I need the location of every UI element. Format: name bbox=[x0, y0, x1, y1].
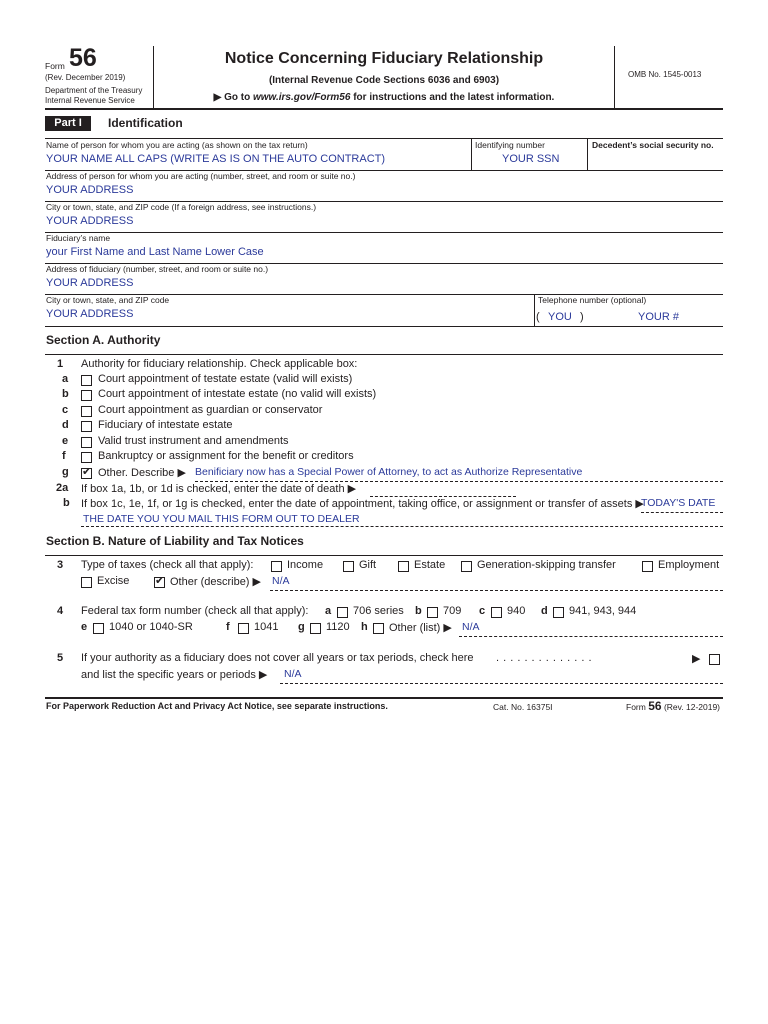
revision-date: (Rev. December 2019) bbox=[45, 73, 126, 82]
form-letter-c: c bbox=[479, 605, 486, 617]
rule bbox=[45, 555, 723, 556]
line-5-number: 5 bbox=[57, 652, 64, 664]
form-word: Form bbox=[45, 61, 65, 71]
form-1040-label: 1040 or 1040-SR bbox=[109, 621, 193, 633]
checkbox-1e[interactable] bbox=[81, 437, 92, 448]
line-3-text: Type of taxes (check all that apply): bbox=[81, 559, 254, 571]
checkbox-form-941[interactable] bbox=[553, 607, 564, 618]
line-5-arrow-icon: ▶ bbox=[692, 653, 701, 665]
checkbox-tax-employment[interactable] bbox=[642, 561, 653, 572]
tax-excise-label: Excise bbox=[97, 575, 130, 587]
item-text: Valid trust instrument and amendments bbox=[98, 435, 289, 447]
footer-form-word: Form bbox=[626, 702, 646, 712]
rule bbox=[45, 232, 723, 233]
check-mark-icon: ✔ bbox=[82, 466, 92, 478]
item-letter: g bbox=[62, 466, 69, 478]
checkbox-form-1041[interactable] bbox=[238, 623, 249, 634]
tax-estate-label: Estate bbox=[414, 559, 446, 571]
item-text: Bankruptcy or assignment for the benefit or creditors bbox=[98, 450, 354, 462]
instructions-link-line bbox=[153, 92, 615, 103]
checkbox-form-1040[interactable] bbox=[93, 623, 104, 634]
item-letter: e bbox=[62, 435, 69, 447]
line-2b-letter: b bbox=[63, 497, 70, 509]
fiduciary-city-label: City or town, state, and ZIP code bbox=[46, 295, 170, 305]
checkbox-tax-generation-skipping[interactable] bbox=[461, 561, 472, 572]
form-709-label: 709 bbox=[443, 605, 462, 617]
item-text: Other. Describe ▶ bbox=[98, 467, 186, 479]
name-label: Name of person for whom you are acting (as shown on the tax return) bbox=[46, 140, 308, 150]
city-field[interactable]: YOUR ADDRESS bbox=[46, 215, 134, 227]
divider bbox=[587, 138, 588, 170]
checkbox-1b[interactable] bbox=[81, 390, 92, 401]
item-letter: d bbox=[62, 419, 69, 431]
checkbox-tax-other[interactable] bbox=[154, 577, 165, 588]
line-5-leader-dots: . . . . . . . . . . . . . . bbox=[496, 652, 593, 664]
phone-close-paren: ) bbox=[580, 311, 584, 323]
fiduciary-city-field[interactable]: YOUR ADDRESS bbox=[46, 308, 134, 320]
section-a-title: Section A. Authority bbox=[46, 333, 161, 347]
section-b-title: Section B. Nature of Liability and Tax Notices bbox=[46, 534, 304, 548]
checkbox-line-5[interactable] bbox=[709, 654, 720, 665]
decedent-ssn-label: Decedent’s social security no. bbox=[592, 140, 714, 150]
fiduciary-name-field[interactable]: your First Name and Last Name Lower Case bbox=[46, 246, 264, 258]
fiduciary-address-label: Address of fiduciary (number, street, and room or suite no.) bbox=[46, 264, 269, 274]
form-1041-label: 1041 bbox=[254, 621, 279, 633]
checkbox-form-940[interactable] bbox=[491, 607, 502, 618]
checkbox-tax-estate[interactable] bbox=[398, 561, 409, 572]
form-letter-a: a bbox=[325, 605, 332, 617]
item-letter: a bbox=[62, 373, 69, 385]
tax-income-label: Income bbox=[287, 559, 324, 571]
line-1-text: Authority for fiduciary relationship. Check applicable box: bbox=[81, 358, 358, 370]
tax-employment-label: Employment bbox=[658, 559, 720, 571]
checkbox-1a[interactable] bbox=[81, 375, 92, 386]
line-2a-number: 2a bbox=[56, 482, 69, 494]
checkbox-1c[interactable] bbox=[81, 406, 92, 417]
form-1120-label: 1120 bbox=[326, 621, 350, 633]
form-subtitle: (Internal Revenue Code Sections 6036 and 6903) bbox=[268, 75, 500, 86]
decedent-ssn-field[interactable] bbox=[590, 150, 722, 168]
checkbox-tax-gift[interactable] bbox=[343, 561, 354, 572]
form-letter-f: f bbox=[226, 621, 230, 633]
paperwork-notice: For Paperwork Reduction Act and Privacy Act Notice, see separate instructions. bbox=[46, 701, 388, 711]
name-field[interactable]: YOUR NAME ALL CAPS (WRITE AS IS ON THE AUTO CONTRACT) bbox=[46, 153, 386, 165]
footer-rule bbox=[45, 697, 723, 699]
dotted-entry-line bbox=[81, 526, 723, 527]
checkbox-tax-income[interactable] bbox=[271, 561, 282, 572]
checkbox-1g[interactable] bbox=[81, 468, 92, 479]
phone-number-field[interactable]: YOUR # bbox=[638, 311, 679, 323]
checkbox-form-other[interactable] bbox=[373, 623, 384, 634]
form-letter-h: h bbox=[361, 621, 368, 633]
line-4-number: 4 bbox=[57, 605, 64, 617]
form-number: 56 bbox=[69, 44, 97, 72]
dotted-entry-line bbox=[641, 512, 723, 513]
checkbox-1d[interactable] bbox=[81, 421, 92, 432]
item-text: Fiduciary of intestate estate bbox=[98, 419, 233, 431]
header-rule bbox=[45, 108, 723, 110]
agency: Internal Revenue Service bbox=[45, 96, 135, 105]
dotted-entry-line bbox=[459, 636, 723, 637]
item-letter: f bbox=[62, 450, 66, 462]
other-describe-field[interactable]: Benificiary now has a Special Power of Attorney, to act as Authorize Representative bbox=[195, 466, 583, 478]
tax-other-describe-field[interactable]: N/A bbox=[272, 575, 290, 587]
irs-url-link[interactable]: www.irs.gov/Form56 bbox=[253, 92, 351, 103]
identifying-number-field[interactable]: YOUR SSN bbox=[502, 153, 560, 165]
form-other-list-field[interactable]: N/A bbox=[462, 621, 480, 633]
dotted-entry-line bbox=[280, 683, 723, 684]
divider bbox=[534, 294, 535, 326]
line-2a-text: If box 1a, 1b, or 1d is checked, enter the date of death ▶ bbox=[81, 483, 357, 495]
goto-suffix: for instructions and the latest information. bbox=[350, 92, 555, 103]
date-of-appointment-note[interactable]: THE DATE YOU YOU MAIL THIS FORM OUT TO DEALER bbox=[83, 513, 360, 525]
date-of-appointment-field[interactable]: TODAY'S DATE bbox=[641, 497, 716, 509]
line-3-number: 3 bbox=[57, 559, 64, 571]
checkbox-form-709[interactable] bbox=[427, 607, 438, 618]
address-field[interactable]: YOUR ADDRESS bbox=[46, 184, 134, 196]
form-letter-d: d bbox=[541, 605, 548, 617]
line-5-text-2: and list the specific years or periods ▶ bbox=[81, 669, 268, 681]
omb-number: OMB No. 1545-0013 bbox=[628, 70, 702, 79]
city-label: City or town, state, and ZIP code (If a foreign address, see instructions.) bbox=[46, 202, 317, 212]
fiduciary-address-field[interactable]: YOUR ADDRESS bbox=[46, 277, 134, 289]
phone-open-paren: ( bbox=[536, 311, 540, 323]
checkbox-form-706[interactable] bbox=[337, 607, 348, 618]
form-letter-g: g bbox=[298, 621, 305, 633]
identifying-number-label: Identifying number bbox=[475, 140, 545, 150]
rule bbox=[45, 138, 723, 139]
form-941-label: 941, 943, 944 bbox=[569, 605, 637, 617]
form-940-label: 940 bbox=[507, 605, 526, 617]
check-mark-icon: ✔ bbox=[155, 575, 165, 587]
date-of-death-field[interactable] bbox=[370, 481, 516, 496]
footer-form-id bbox=[626, 699, 720, 713]
department: Department of the Treasury bbox=[45, 86, 143, 95]
header-divider-right bbox=[614, 46, 615, 108]
line-5-text: If your authority as a fiduciary does not cover all years or tax periods, check here bbox=[81, 652, 474, 664]
footer-revision: (Rev. 12-2019) bbox=[663, 702, 721, 712]
form-other-label: Other (list) ▶ bbox=[389, 622, 452, 634]
rule bbox=[45, 326, 723, 327]
dotted-entry-line bbox=[270, 590, 723, 591]
item-text: Court appointment of intestate estate (no valid will exists) bbox=[98, 388, 377, 400]
item-text: Court appointment of testate estate (valid will exists) bbox=[98, 373, 353, 385]
form-letter-e: e bbox=[81, 621, 88, 633]
form-letter-b: b bbox=[415, 605, 422, 617]
phone-area-code-field[interactable]: YOU bbox=[548, 311, 572, 323]
tax-other-label: Other (describe) ▶ bbox=[170, 576, 261, 588]
rule bbox=[45, 354, 723, 355]
checkbox-1f[interactable] bbox=[81, 452, 92, 463]
line-4-text: Federal tax form number (check all that apply): bbox=[81, 605, 309, 617]
form-title: Notice Concerning Fiduciary Relationship bbox=[224, 50, 544, 67]
form-706-label: 706 series bbox=[353, 605, 404, 617]
tax-gift-label: Gift bbox=[359, 559, 377, 571]
divider bbox=[471, 138, 472, 170]
tax-generation-skipping-label: Generation-skipping transfer bbox=[477, 559, 616, 571]
goto-prefix: ▶ Go to bbox=[213, 92, 253, 103]
footer-form-number: 56 bbox=[648, 699, 662, 713]
years-periods-field[interactable]: N/A bbox=[284, 668, 302, 680]
line-1-number: 1 bbox=[57, 358, 64, 370]
item-text: Court appointment as guardian or conservator bbox=[98, 404, 323, 416]
checkbox-form-1120[interactable] bbox=[310, 623, 321, 634]
telephone-label: Telephone number (optional) bbox=[538, 295, 647, 305]
fiduciary-name-label: Fiduciary’s name bbox=[46, 233, 111, 243]
line-2b-text: If box 1c, 1e, 1f, or 1g is checked, enter the date of appointment, taking office, or assignment or transfer of assets ▶ bbox=[81, 498, 644, 510]
catalog-number: Cat. No. 16375I bbox=[493, 702, 553, 712]
item-letter: c bbox=[62, 404, 69, 416]
part-title: Identification bbox=[108, 116, 183, 130]
checkbox-tax-excise[interactable] bbox=[81, 577, 92, 588]
item-letter: b bbox=[62, 388, 69, 400]
address-label: Address of person for whom you are acting (number, street, and room or suite no.) bbox=[46, 171, 356, 181]
part-badge: Part I bbox=[45, 116, 91, 131]
